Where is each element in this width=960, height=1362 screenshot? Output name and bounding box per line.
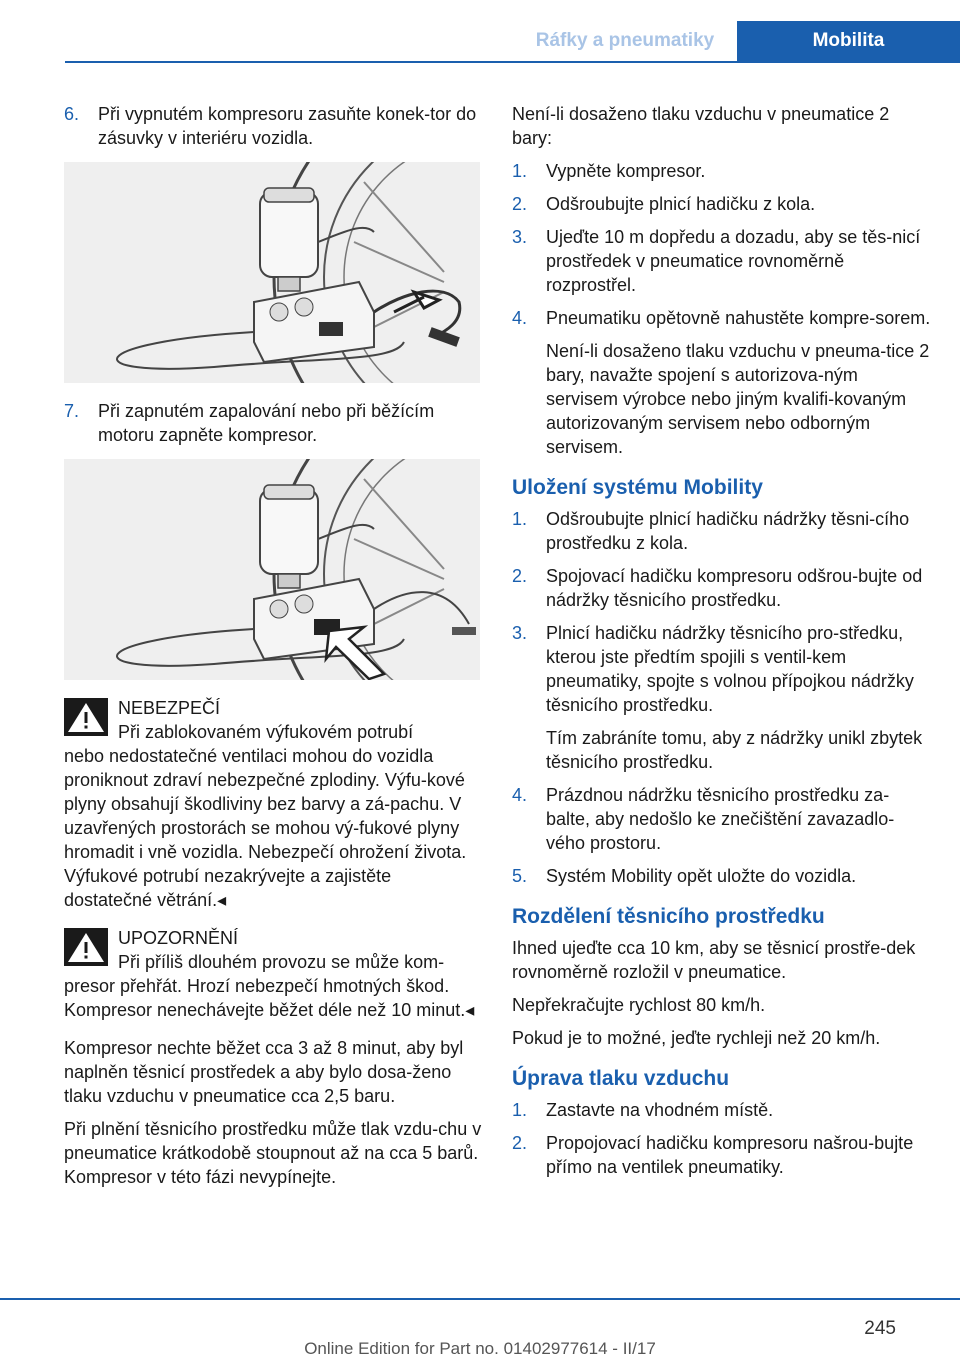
warning-body: presor přehřát. Hrozí nebezpečí hmotných škod. Kompresor nenechávejte běžet déle než 10 minut.◂ [64,976,475,1020]
left-column [64,102,482,1198]
step-item [512,864,932,888]
paragraph: Nepřekračujte rychlost 80 km/h. [512,995,766,1015]
step-text: Odšroubujte plnicí hadičku z kola. [546,194,816,214]
step-text: Plnicí hadičku nádržky těsnicího pro-středku, kterou jste předtím spojili s ventil-kem pneumatiky, spojte s volnou přípojkou nádržky těsnicího prostředku. [546,623,914,715]
section-heading: Uložení systému Mobility [512,476,763,499]
paragraph: Při plnění těsnicího prostředku může tlak vzdu-chu v pneumatice krátkodobě stoupnout až na cca 5 barů. Kompresor v této fázi nevypínejte. [64,1119,482,1187]
page-number: 245 [864,1318,896,1339]
header-active-tab: Mobilita [737,21,960,61]
paragraph: Kompresor nechte běžet cca 3 až 8 minut, aby byl naplněn těsnicí prostředek a aby bylo dosa-ženo tlaku vzduchu v pneumatice cca 2,5 baru. [64,1038,464,1106]
step-number: 2. [512,194,528,214]
step-item [512,192,932,216]
warning-danger [64,696,482,912]
warning-first-line: Při zablokovaném výfukovém potrubí [118,722,414,742]
step-text: Systém Mobility opět uložte do vozidla. [546,866,857,886]
step-text: Pneumatiku opětovně nahustěte kompre-sorem. [546,308,931,328]
footer-rule [0,1298,960,1300]
step-number: 4. [512,785,528,805]
step-number: 5. [512,866,528,886]
paragraph: Ihned ujeďte cca 10 km, aby se těsnicí prostře-dek rovnoměrně rozložil v pneumatice. [512,938,916,982]
step-number: 4. [512,308,528,328]
step-number: 2. [512,1133,528,1153]
step-note: Tím zabráníte tomu, aby z nádržky unikl zbytek těsnicího prostředku. [546,728,923,772]
step-note: Není-li dosaženo tlaku vzduchu v pneuma-tice 2 bary, navažte spojení s autorizova-ným servisem výrobce nebo jiným kvalifi-kovaným autorizovaným servisem nebo odborným servisem. [546,341,930,457]
step-item [64,102,482,150]
edition-note: Online Edition for Part no. 01402977614 - II/17 [304,1339,656,1358]
step-item [512,1131,932,1179]
step-item [512,621,932,717]
warning-caution [64,926,482,1022]
compressor-illustration [64,162,480,383]
paragraph: Pokud je to možné, jeďte rychleji než 20 km/h. [512,1028,881,1048]
step-item [512,783,932,855]
step-number: 3. [512,227,528,247]
header-section-tab: Ráfky a pneumatiky [535,30,715,51]
step-item [512,159,932,183]
step-number: 7. [64,401,80,421]
step-item [512,1098,932,1122]
compressor-switch-figure [64,459,480,680]
step-number: 3. [512,623,528,643]
step-item [512,564,932,612]
compressor-connector-figure [64,162,480,383]
warning-title: UPOZORNĚNÍ [118,928,239,948]
step-text: Při zapnutém zapalování nebo při běžícím motoru zapněte kompresor. [98,401,435,445]
step-number: 2. [512,566,528,586]
section-heading: Rozdělení těsnicího prostředku [512,905,825,928]
warning-title: NEBEZPEČÍ [118,698,221,718]
right-column [512,102,932,1188]
step-text: Prázdnou nádržku těsnicího prostředku za-balte, aby nedošlo ke znečištění zavazadlo-vého prostoru. [546,785,895,853]
step-text: Spojovací hadičku kompresoru odšrou-bujte od nádržky těsnicího prostředku. [546,566,923,610]
step-text: Propojovací hadičku kompresoru našrou-bujte přímo na ventilek pneumatiky. [546,1133,914,1177]
step-number: 1. [512,509,528,529]
warning-triangle-icon [64,928,108,966]
section-heading: Úprava tlaku vzduchu [512,1067,730,1090]
step-text: Ujeďte 10 m dopředu a dozadu, aby se těs-nicí prostředek v pneumatice rovnoměrně rozprostřel. [546,227,921,295]
step-text: Odšroubujte plnicí hadičku nádržky těsni-cího prostředku z kola. [546,509,910,553]
step-number: 1. [512,1100,528,1120]
compressor-switch-illustration [64,459,480,680]
step-number: 6. [64,104,80,124]
paragraph: Není-li dosaženo tlaku vzduchu v pneumatice 2 bary: [512,104,890,148]
step-text: Vypněte kompresor. [546,161,706,181]
step-text: Zastavte na vhodném místě. [546,1100,774,1120]
warning-body: nebo nedostatečné ventilaci mohou do vozidla proniknout zdraví nebezpečné zplodiny. Výfu-kové plyny obsahují škodliviny bez barvy a zá-pachu. V uzavřených prostorách se mohou vý-fukové plyny hromadit i vně vozidla. Nebezpečí ohrožení života. Výfukové potrubí nezakrývejte a zajistěte dostatečné větrání.◂ [64,746,467,910]
step-item [512,225,932,297]
step-text: Při vypnutém kompresoru zasuňte konek-tor do zásuvky v interiéru vozidla. [98,104,477,148]
step-number: 1. [512,161,528,181]
header-rule [65,61,960,63]
step-item [512,306,932,330]
step-item [512,507,932,555]
step-item [64,399,482,447]
warning-first-line: Při příliš dlouhém provozu se může kom- [118,952,445,972]
warning-triangle-icon [64,698,108,736]
